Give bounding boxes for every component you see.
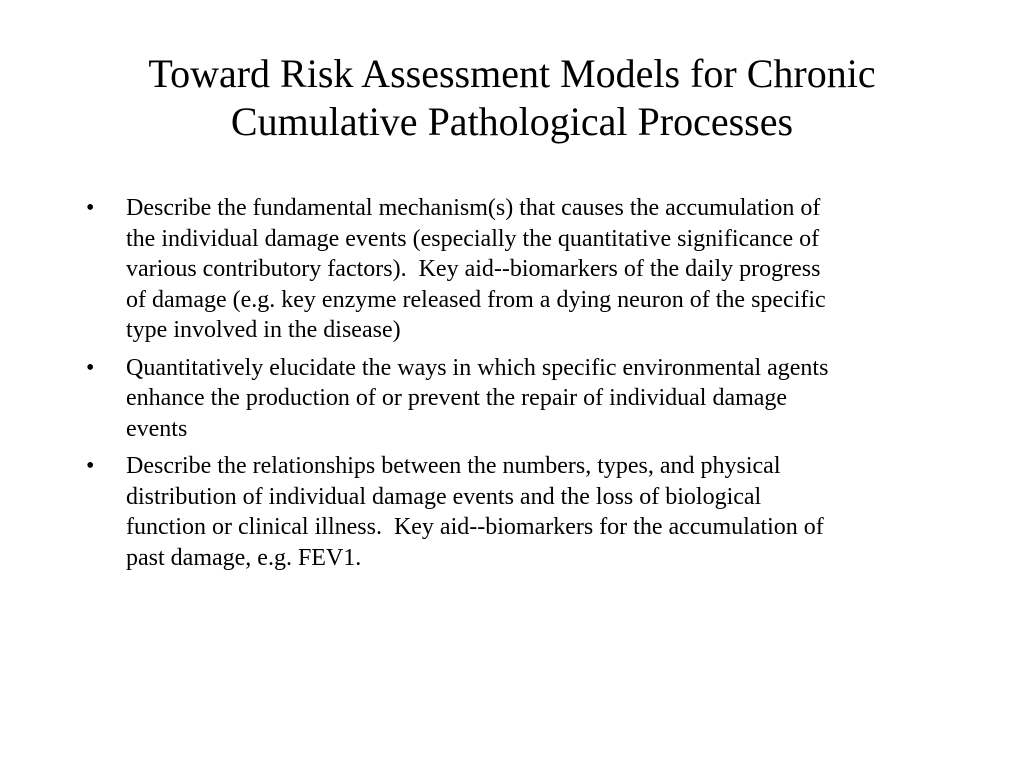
bullet-dot-icon: • [86,195,95,221]
bullet-2-line-2: enhance the production of or prevent the repair of individual damage [126,385,788,411]
bullet-2-line-1: Quantitatively elucidate the ways in which specific environmental agents [126,354,829,381]
bullet-item-2 [86,353,976,445]
bullet-3-line-1: Describe the relationships between the numbers, types, and physical [126,453,781,479]
bullet-1-line-1: Describe the fundamental mechanism(s) that causes the accumulation of [126,195,821,221]
bullet-item-3 [86,451,976,573]
bullet-1-line-3: various contributory factors). Key aid--biomarkers of the daily progress [126,256,821,282]
bullet-dot-icon: • [86,354,95,381]
slide-title-line-1: Toward Risk Assessment Models for Chronic [148,51,876,96]
slide-title [60,50,964,146]
bullet-3-line-2: distribution of individual damage events and the loss of biological [126,483,762,510]
bullet-3-line-4: past damage, e.g. FEV1. [126,544,362,571]
bullet-list [86,193,976,580]
bullet-dot-icon: • [86,453,95,479]
bullet-3-line-3: function or clinical illness. Key aid--biomarkers for the accumulation of [126,514,824,540]
bullet-1-line-4: of damage (e.g. key enzyme released from a dying neuron of the specific [126,286,826,313]
bullet-item-1 [86,193,976,346]
bullet-1-line-5: type involved in the disease) [126,317,401,343]
bullet-2-line-3: events [126,415,188,442]
bullet-1-line-2: the individual damage events (especially the quantitative significance of [126,225,820,252]
slide-title-line-2: Cumulative Pathological Processes [230,99,794,144]
